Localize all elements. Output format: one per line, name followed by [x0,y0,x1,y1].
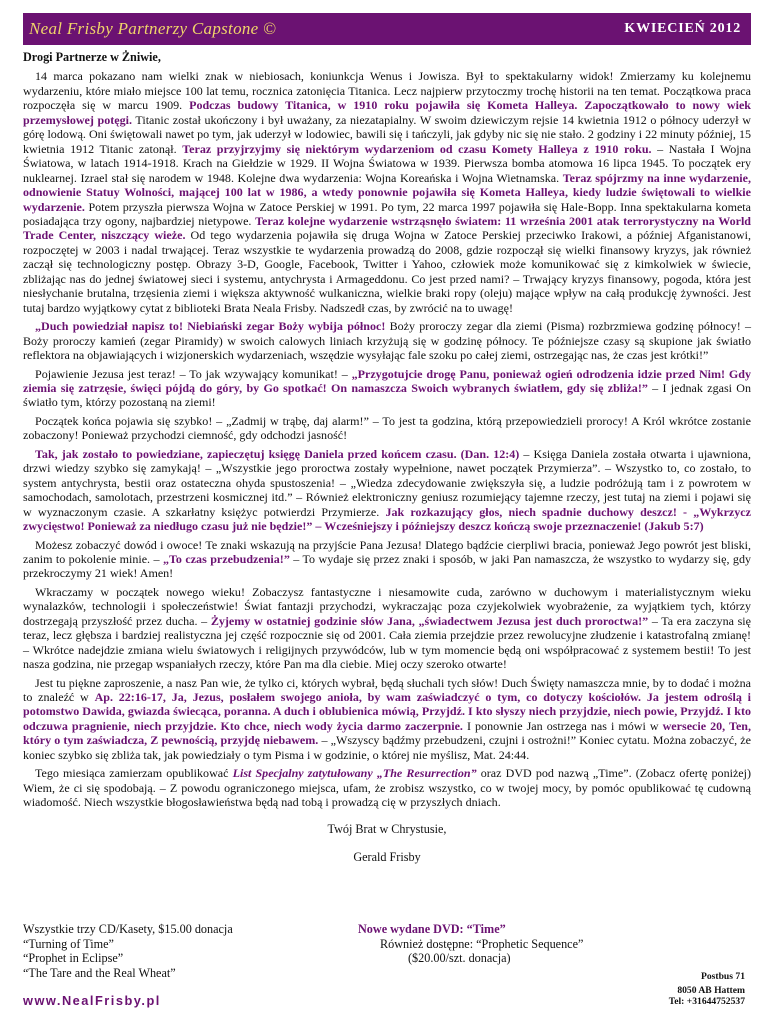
brand-title: Neal Frisby Partnerzy Capstone © [29,19,277,38]
cd-title: “The Tare and the Real Wheat” [23,965,176,980]
signoff [23,822,751,865]
letter-body [23,50,751,879]
letter-paragraphs [23,69,751,809]
postal-address [677,970,745,998]
body-text: Potem przyszła pierwsza Wojna w Zatoce Perskiej w 1991. Po tym, 22 marca 1997 pojawiła się Hale-Bopp. Inna spektakularna kometa posiadająca trzy ogony, najbardziej nietypowe. [23,199,751,228]
cd-title: “Prophet in Eclipse” [23,951,124,966]
letter-paragraph [23,585,751,672]
cd-offer-heading: Wszystkie trzy CD/Kasety, $15.00 donacja [23,922,233,936]
also-available: Również dostępne: “Prophetic Sequence” [380,936,584,951]
body-text: I ponownie Jan ostrzega nas i mówi w [462,718,663,733]
body-text: oraz DVD pod nazwą „Time”. (Zobacz ofertę poniżej) Wiem, że ci się spodobają. – Z powodu ograniczonego miejsca, ufam, że zrobisz wszystko, co w twojej mocy, by pomóc opublikować tę cudowną wiadomość. Niech wszystkie błogosławieństwa będą nad tobą i prowadzą cię w przyszłych dniach. [23,766,752,810]
postbus: Postbus 71 [701,971,745,982]
letter-paragraph [23,676,751,763]
body-text: Pojawienie Jezusa jest teraz! – To jak wzywający komunikat! – [35,366,352,381]
highlighted-text: Żyjemy w ostatniej godzinie słów Jana, „świadectwem Jezusa jest duch proroctwa!” [210,613,649,628]
highlighted-text: Teraz kolejne wydarzenie wstrząsnęło światem: 11 września 2001 atak terrorystyczny na World Trade Center, niszczący wieże. [23,213,751,243]
body-text: – I jednak zgasi On światło tym, którzy pozostaną na ziemi! [23,380,751,410]
body-text: Wkraczamy w początek nowego wieku! Zobaczysz fantastyczne i niesamowite cuda, zarówno w duchowym i materialistycznym wieku wynalazków, technologii i społeczeństwie! Świat fantazji przychodzi, wykraczając poza czyjekolwiek wyobrażenie, za wyjątkiem tych, którzy dostrzegają przyszłość przez ducha. – [23,584,751,628]
body-text: Możesz zobaczyć dowód i owoce! Te znaki wskazują na przyjście Pana Jezusa! Dlatego bądźcie cierpliwi bracia, ponieważ Jego powrót jest bliski, zanim to pokolenie minie. – [23,537,751,566]
body-text: – To wydaje się przez znaki i sposób, w jaki Pan namaszcza, że wszystko to wydarzy się, gdy przekroczymy 21 wiek! Amen! [23,551,752,581]
cd-title: “Turning of Time” [23,936,114,951]
body-text: Od tego wydarzenia pojawiła się druga Wojna w Zatoce Perskiej przeciwko Irakowi, a później Afganistanowi, rozpoczętej w 2003 i nadal trwającej. Teraz wszystkie te wydarzenia prowadzą do 2008, gdzie rozpoczął się wielki finansowy kryzys, jak również zaczął się technologiczny postęp. Obrazy 3-D, Google, Facebook, Twitter i Yahoo, człowiek może komunikować się z kimkolwiek w świecie, zbliżając nas do jednej światowej sieci i systemu, antychrysta i Armageddonu. Co jest przed nami? – Trwający kryzys finansowy, pogoda, która jest niesłychanie brutalna, trzęsienia ziemi i większa aktywność wulkaniczna, wielkie braki ropy (oleju) mające wpływ na całą produkcję żywności. Jest tutaj bardzo wyjątkowy cytat z biblioteki Brata Neala Frisby. Nadszedł czas, by zwrócić na to uwagę! [23,228,751,315]
highlighted-text: Podczas budowy Titanica, w 1910 roku pojawiła się Kometa Halleya. Zapoczątkowało to nowy wiek przemysłowej potęgi. [23,98,751,127]
issue-date: KWIECIEŃ 2012 [624,21,741,36]
dvd-price: ($20.00/szt. donacja) [408,951,511,966]
signature: Gerald Frisby [353,850,421,865]
letter-paragraph [23,69,751,315]
letter-paragraph [23,367,751,410]
cd-offer [23,922,353,980]
phone-number: Tel: +31644752537 [668,996,745,1007]
highlighted-text: Teraz spójrzmy na inne wydarzenie, odnowienie Statuy Wolności, mającej 100 lat w 1986, a wtedy ponownie pojawiła się Kometa Halleya, kiedy ludzie świętowali to wielkie wydarzenie. [23,170,751,214]
highlighted-text: Teraz przyjrzyjmy się niektórym wydarzeniom od czasu Komety Halleya z 1910 roku. [182,141,652,156]
dvd-offer [358,922,678,966]
body-text: 14 marca pokazano nam wielki znak w niebiosach, koniunkcja Wenus i Jowisza. Był to spektakularny widok! Zmierzamy ku kolejnemu wydarzeniu, które miało miejsce 100 lat temu, rocznica zatonięcia Titanica. Lecz najpierw przytoczmy trochę historii na ten temat. Początkowa praca rozpoczęła się w marcu 1909. [23,69,751,113]
highlighted-text: „Duch powiedział napisz to! Niebiański zegar Boży wybija północ! [35,319,386,334]
body-text: – Księga Daniela została otwarta i ujawniona, drzwi wiedzy szybko się zamykają! – „Wszystkie jego proroctwa zostały wypełnione, nawet początek Przymierza”. – Wszystko to, co zostało, to system antychrysta, bestii oraz ostateczna ohyda spustoszenia! – „Wiedza zdecydowanie zwiększyła się, a ludzie podróżują tam i z powrotem w samochodach, samolotach, przestrzeni kosmicznej itd.” – Również elektroniczny geniusz rozumiejący tajemne rzeczy, jest tutaj na ziemi i pojawi się w wyznaczonym czasie. A szkarłatny księżyc potwierdzi Przymierze. [23,446,751,519]
newsletter-header [23,13,751,45]
website-link[interactable]: www.NealFrisby.pl [23,993,161,1008]
body-text: – Ta era zaczyna się teraz, lecz głębsza i bardziej realistyczna jej część rozpocznie się od 2001. Cała ziemia przejdzie przez rewolucyjne złudzenie i katastrofalną zmianę! – Wkrótce nadejdzie zmiana wielu światowych i religijnych przywódców, lub w tym momencie będą oni współpracować z systemem bestii! To jest nasza godzina, nie przegap wspaniałych rzeczy, które Pan ma dla ciebie. Miej oczy szeroko otwarte! [23,613,751,672]
body-text: Tego miesiąca zamierzam opublikować [35,766,233,781]
body-text: – Nastała I Wojna Światowa, w latach 1914-1918. Krach na Giełdzie w 1929. II Wojna Światowa w 1939. Pierwsza bomba atomowa 16 lipca 1945. To początek ery nuklearnej. Izrael stał się narodem w 1948. Kolejne dwa wydarzenia: Wojna Koreańska i Wojna Wietnamska. [23,141,751,185]
closing-line: Twój Brat w Chrystusie, [327,821,447,836]
letter-paragraph [23,766,751,809]
highlighted-text: Jak rozkazujący głos, niech spadnie duchowy deszcz! - „Wykrzycz zwycięstwo! Ponieważ za niedługo czasu już nie będzie!” – Wcześniejszy i późniejszy deszcz kończą swoje przeznaczenie! (Jakub 5:7) [23,504,751,534]
highlighted-text: wersecie 20, Ten, który o tym zaświadcza, Z pewnością, przyjdę niebawem. [23,718,751,748]
highlighted-text: Tak, jak zostało to powiedziane, zapieczętuj księgę Daniela przed końcem czasu. (Dan. 12:4) [35,446,520,461]
highlighted-text: Ap. 22:16-17, Ja, Jezus, posłałem swojego anioła, by wam zaświadczyć o tym, co dotyczy kościołów. Ja jestem odroślą i potomstwo Dawida, gwiazda świecąca, poranna. A duch i oblubienica mówią, Przyjdź. I kto słyszy niech przyjdzie, niech powie, Przyjdź. I kto odczuwa pragnienie, niech przyjdzie. Kto chce, niech wody życia darmo zaczerpnie. [23,690,752,733]
highlighted-text: List Specjalny zatytułowany „The Resurrection” [232,766,477,781]
body-text: Początek końca pojawia się szybko! – „Zadmij w trąbę, daj alarm!” – To jest ta godzina, którą przepowiedzieli prorocy! A Król wkrótce zostanie zobaczony! Ponieważ przychodzi ciemność, gdy odchodzi jasność! [23,413,751,443]
body-text: Titanic został ukończony i był uważany, za niezatapialny. W swoim dziewiczym rejsie 14 kwietnia 1912 o północy uderzył w górę lodową. Oni świętowali nawet po tym, jak uderzył w lodowiec, bawili się i tańczyli, jak gdyby nic się nie stało. 2 godziny i 22 minuty później, 15 kwietnia 1912 Titanic zatonął. [23,112,751,156]
greeting: Drogi Partnerze w Żniwie, [23,50,161,64]
letter-paragraph [23,319,751,362]
new-dvd-heading: Nowe wydane DVD: “Time” [358,922,506,936]
body-text: Jest tu piękne zaproszenie, a nasz Pan wie, że tylko ci, których wybrał, będą słuchali tych słów! Duch Święty namaszcza mnie, by to dodać i można to znaleźć w [23,675,751,705]
body-text: – „Wszyscy bądźmy przebudzeni, czujni i ostrożni!” Koniec cytatu. Można zobaczyć, że koniec szybko się zbliża tak, jak powiedziały o tym Pisma i w godzinie, o której nie myślisz, Mat. 24:44. [23,733,751,762]
letter-paragraph [23,447,751,534]
body-text: Boży proroczy zegar dla ziemi (Pisma) rozbrzmiewa godzinę północy! – Boży proroczy kamień (zegar Piramidy) w swoich calowych liniach krzyżują się w godzinę północy. Te późniejsze czasy są skupione jak światło reflektora na objawiających i wizjonerskich wydarzeniach, wszędzie wysyłając fale szoku po całej ziemi, ostrzegając nas, że czas jest krótki!” [23,319,751,363]
city: 8050 AB Hattem [677,985,745,996]
letter-paragraph [23,538,751,581]
letter-paragraph [23,414,751,443]
highlighted-text: „Przygotujcie drogę Panu, ponieważ ogień odrodzenia idzie przed Nim! Gdy ziemia się zatrzęsie, święci pójdą do góry, by Go spotkać! On namaszcza Swoich wybranych światłem, gdy się zbliża!” [23,366,752,395]
highlighted-text: „To czas przebudzenia!” [162,551,290,566]
